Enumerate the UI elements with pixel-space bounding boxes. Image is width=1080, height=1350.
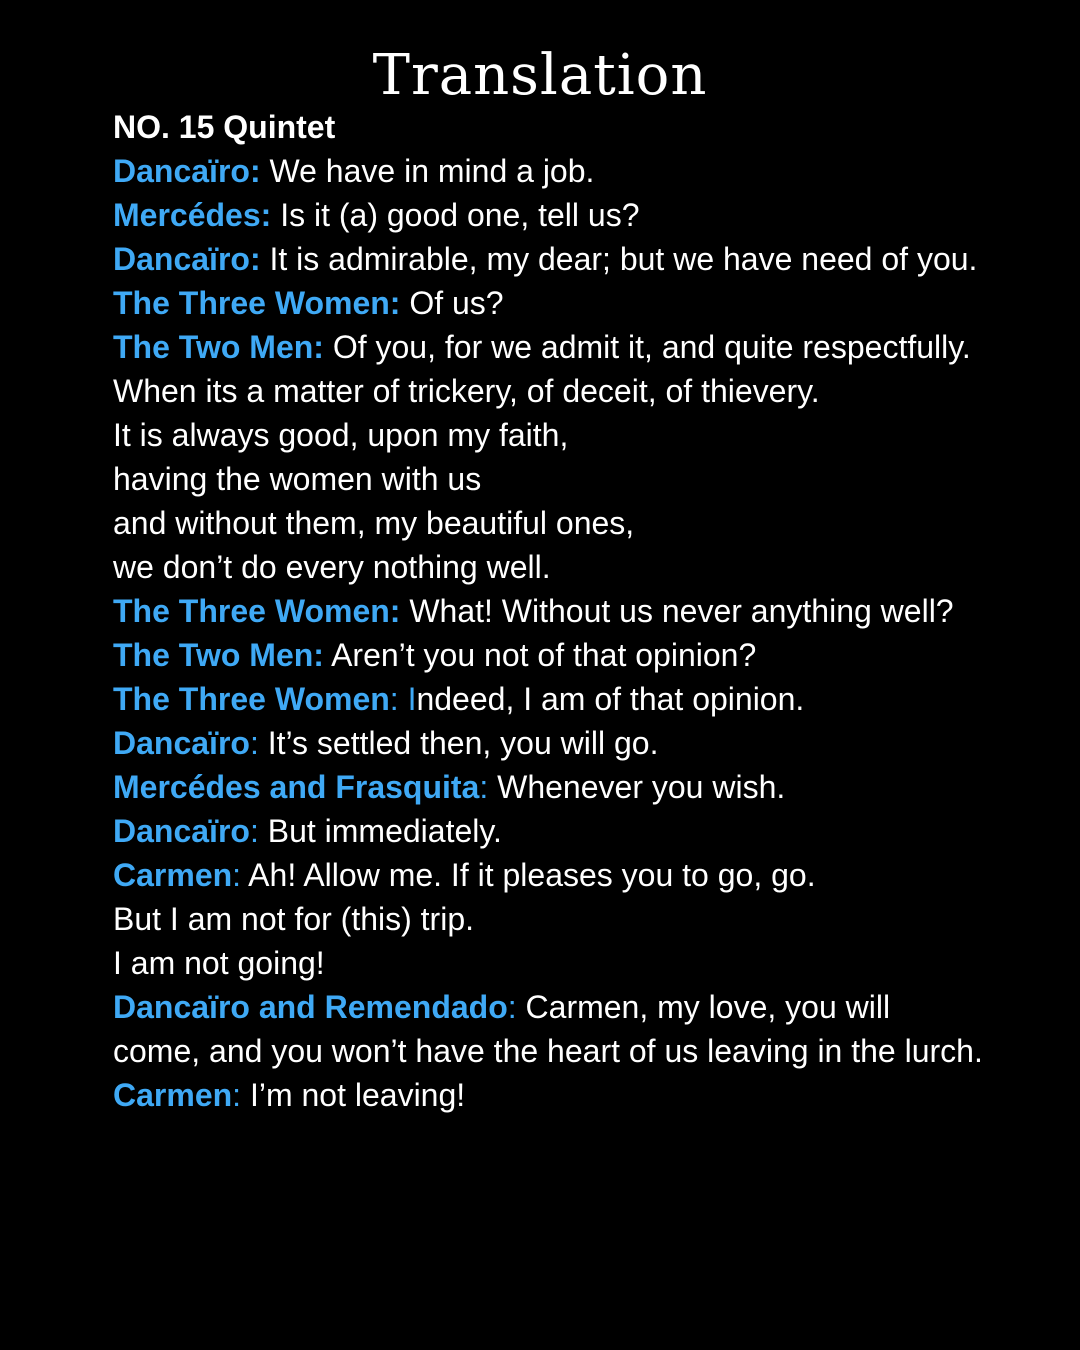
line-text: Of you, for we admit it, and quite respectfully. bbox=[323, 329, 971, 365]
speaker-colon: : bbox=[479, 769, 489, 805]
speaker-name: Dancaïro: bbox=[113, 241, 261, 277]
speaker-colon: : bbox=[232, 1077, 242, 1113]
dialogue-line bbox=[113, 677, 983, 721]
speaker-name: The Three Women bbox=[113, 681, 390, 717]
speaker-name: Dancaïro and Remendado bbox=[113, 989, 508, 1025]
line-text: It is always good, upon my faith, bbox=[113, 417, 569, 453]
dialogue-line bbox=[113, 193, 983, 237]
dialogue-line bbox=[113, 501, 983, 545]
line-text: Ah! Allow me. If it pleases you to go, go. bbox=[241, 857, 816, 893]
line-text: When its a matter of trickery, of deceit, of thievery. bbox=[113, 373, 820, 409]
dialogue-line bbox=[113, 897, 983, 941]
dialogue-line bbox=[113, 325, 983, 369]
page-title: Translation bbox=[372, 43, 708, 108]
dialogue-line bbox=[113, 369, 983, 413]
dialogue-line bbox=[113, 589, 983, 633]
dialogue-line bbox=[113, 149, 983, 193]
line-text: What! Without us never anything well? bbox=[400, 593, 954, 629]
speaker-colon: : bbox=[232, 857, 242, 893]
line-text: and without them, my beautiful ones, bbox=[113, 505, 635, 541]
speaker-name: The Two Men: bbox=[113, 637, 324, 673]
speaker-colon: : bbox=[507, 989, 517, 1025]
speaker-name: Dancaïro: bbox=[113, 153, 261, 189]
line-text: Aren’t you not of that opinion? bbox=[323, 637, 757, 673]
line-text: But immediately. bbox=[258, 813, 502, 849]
dialogue-line bbox=[113, 809, 983, 853]
line-text: Is it (a) good one, tell us? bbox=[271, 197, 640, 233]
dialogue-line bbox=[113, 633, 983, 677]
speaker-name: Mercédes: bbox=[113, 197, 272, 233]
speaker-colon: : bbox=[249, 725, 259, 761]
dialogue-line bbox=[113, 545, 983, 589]
line-text: I am not going! bbox=[113, 945, 325, 981]
speaker-name: Dancaïro bbox=[113, 813, 250, 849]
line-text: having the women with us bbox=[113, 461, 482, 497]
speaker-name: Carmen bbox=[113, 1077, 233, 1113]
speaker-name: Mercédes and Frasquita bbox=[113, 769, 480, 805]
line-text: We have in mind a job. bbox=[260, 153, 595, 189]
section-heading: NO. 15 Quintet bbox=[113, 109, 336, 145]
dialogue-line bbox=[113, 853, 983, 897]
speaker-colon: : bbox=[249, 813, 259, 849]
dialogue-line bbox=[113, 1073, 983, 1117]
speaker-name: The Two Men: bbox=[113, 329, 324, 365]
line-text: ndeed, I am of that opinion. bbox=[416, 681, 805, 717]
dialogue-line bbox=[113, 985, 983, 1073]
line-text: It is admirable, my dear; but we have need of you. bbox=[260, 241, 978, 277]
libretto-text bbox=[113, 105, 983, 1117]
line-text: But I am not for (this) trip. bbox=[113, 901, 474, 937]
speaker-colon: : bbox=[389, 681, 399, 717]
speaker-name: Carmen bbox=[113, 857, 233, 893]
dialogue-line bbox=[113, 721, 983, 765]
line-text: It’s settled then, you will go. bbox=[258, 725, 659, 761]
speaker-name: The Three Women: bbox=[113, 593, 401, 629]
line-text: I’m not leaving! bbox=[241, 1077, 466, 1113]
speaker-name: Dancaïro bbox=[113, 725, 250, 761]
dialogue-line bbox=[113, 413, 983, 457]
line-text: Of us? bbox=[400, 285, 504, 321]
speaker-name: The Three Women: bbox=[113, 285, 401, 321]
line-lead-letter: I bbox=[398, 681, 417, 717]
dialogue-line bbox=[113, 457, 983, 501]
dialogue-line bbox=[113, 765, 983, 809]
line-text: Whenever you wish. bbox=[488, 769, 786, 805]
dialogue-line bbox=[113, 941, 983, 985]
line-text: we don’t do every nothing well. bbox=[113, 549, 551, 585]
dialogue-line bbox=[113, 281, 983, 325]
dialogue-line bbox=[113, 237, 983, 281]
line-text: Carmen, my love, you will come, and you won’t have the heart of us leaving in the lurch. bbox=[113, 989, 983, 1069]
